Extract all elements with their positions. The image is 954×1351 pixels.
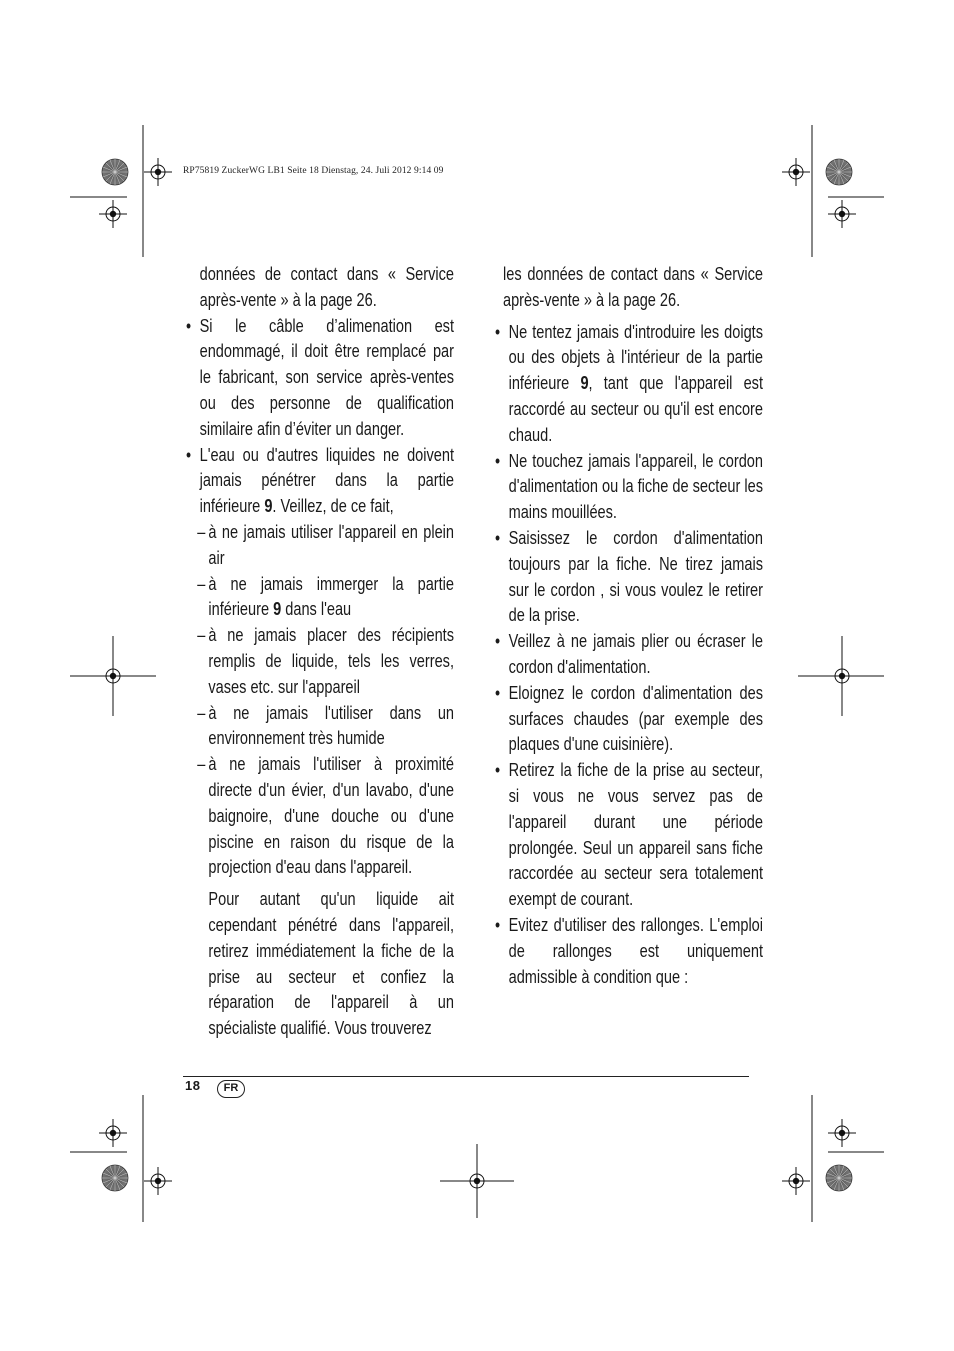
bullet-item: • Ne tentez jamais d'introduire les doigts ou des objets à l'intérieur de la partie inférieure 9, tant que l'appareil est raccordé au secteur ou qu'il est encore chaud. (495, 321, 763, 445)
part-number: 9 (273, 599, 282, 620)
continued-paragraph: les données de contact dans « Service après-vente » à la page 26. (503, 264, 763, 310)
dash-item: – à ne jamais l'utiliser dans un environnement très humide (197, 702, 454, 749)
print-slug-line: RP75819 ZuckerWG LB1 Seite 18 Dienstag, 24. Juli 2012 9:14 09 (183, 166, 444, 176)
bullet-item: • Ne touchez jamais l'appareil, le cordon d'alimentation ou la fiche de secteur les mains mouillées. (495, 450, 763, 523)
bullet-item: • Saisissez le cordon d'alimentation toujours par la fiche. Ne tirez jamais sur le cordon , si vous voulez le retirer de la prise. (495, 527, 763, 626)
bullet-item: • Veillez à ne jamais plier ou écraser le cordon d'alimentation. (495, 631, 763, 677)
dash-item: – à ne jamais placer des récipients remplis de liquide, tels les verres, vases etc. sur l'appareil (197, 625, 454, 697)
bullet-item: • Si le câble d’alimenation est endommagé, il doit être remplacé par le fabricant, son service après-ventes ou des personne de qualification similaire afin d’éviter un danger. (186, 315, 454, 439)
language-badge: FR (217, 1080, 245, 1098)
continued-paragraph: données de contact dans « Service après-vente » à la page 26. (199, 264, 454, 310)
page-number: 18 (185, 1078, 201, 1093)
left-column (186, 262, 454, 1042)
dash-item: – à ne jamais utiliser l'appareil en plein air (197, 521, 454, 568)
bullet-item: • L'eau ou d'autres liquides ne doivent jamais pénétrer dans la partie inférieure 9. Veillez, de ce fait, (186, 444, 454, 517)
dash-item: – à ne jamais l'utiliser à proximité directe d'un évier, d'un lavabo, d'une baignoire, d'une douche ou d'une piscine en raison du risque de la projection d'eau dans l'appareil. (197, 754, 454, 878)
indented-paragraph: Pour autant qu'un liquide ait cependant pénétré dans l'appareil, retirez immédiatement la fiche de la prise au secteur et confiez la réparation de l'appareil à un spécialiste qualifié. Vous trouverez (208, 889, 454, 1039)
right-column (495, 262, 763, 990)
bullet-item: • Evitez d'utiliser des rallonges. L'emploi de rallonges est uniquement admissible à condition que : (495, 914, 763, 987)
footer-rule (183, 1076, 749, 1077)
part-number: 9 (580, 373, 589, 394)
part-number: 9 (264, 496, 273, 517)
bullet-item: • Eloignez le cordon d'alimentation des surfaces chaudes (par exemple des plaques d'une cuisinière). (495, 682, 763, 755)
bullet-item: • Retirez la fiche de la prise au secteur, si vous ne vous servez pas de l'appareil durant une période prolongée. Seul un appareil sans fiche raccordée au secteur sera totalement exempt de courant. (495, 760, 763, 910)
dash-item: – à ne jamais immerger la partie inférieure 9 dans l'eau (197, 573, 454, 620)
